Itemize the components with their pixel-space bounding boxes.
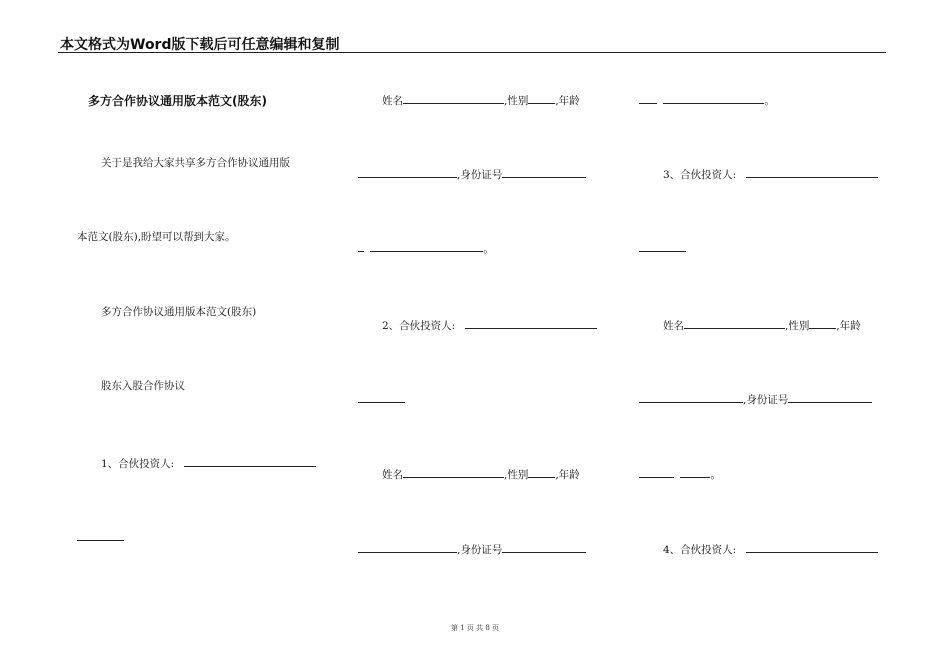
end-mark: 。	[483, 243, 494, 255]
partner-3-blank[interactable]	[746, 166, 878, 178]
partner-2-blank[interactable]	[465, 317, 597, 329]
age-blank[interactable]	[358, 541, 457, 553]
name-blank[interactable]	[403, 92, 504, 104]
partner-4-row	[663, 541, 878, 557]
id-blank-continued-a[interactable]	[358, 240, 364, 252]
page-header-title: 本文格式为Word版下载后可任意编辑和复制	[60, 37, 340, 53]
partner-1-id-row	[358, 166, 586, 182]
partner-2-continuation	[358, 391, 405, 407]
page-number: 第 1 页 共 8 页	[450, 624, 500, 632]
id-blank[interactable]	[502, 541, 586, 553]
partner-3-continuation-blank[interactable]	[639, 240, 686, 252]
partner-3-name-row	[663, 317, 861, 333]
age-blank[interactable]	[639, 391, 743, 403]
partner-3-id-row	[639, 391, 872, 407]
partner-3-row	[663, 166, 878, 182]
id-blank-continued-b[interactable]	[680, 466, 710, 478]
partner-1-continuation-blank[interactable]	[77, 529, 124, 541]
id-label: ,身份证号	[743, 394, 789, 406]
document-title: 多方合作协议通用版本范文(股东)	[88, 94, 267, 108]
gender-label: ,性别	[504, 95, 529, 107]
partner-2-name-row	[382, 466, 580, 482]
partner-3-id-end-row	[639, 466, 721, 482]
name-label: 姓名	[382, 95, 403, 107]
partner-3-label: 3、合伙投资人:	[663, 169, 737, 181]
id-blank[interactable]	[788, 391, 872, 403]
partner-1-row	[101, 455, 316, 471]
id-blank-continued-a[interactable]	[639, 92, 657, 104]
intro-text-line-1: 关于是我给大家共享多方合作协议通用版	[101, 157, 290, 169]
age-label: ,年龄	[836, 320, 861, 332]
agreement-name: 股东入股合作协议	[101, 380, 185, 392]
gender-label: ,性别	[504, 469, 529, 481]
gender-blank[interactable]	[809, 317, 836, 329]
partner-2-id-row	[358, 541, 586, 557]
gender-blank[interactable]	[528, 466, 555, 478]
partner-1-continuation	[77, 529, 124, 545]
header-divider	[58, 52, 886, 53]
id-blank-continued-a[interactable]	[639, 466, 674, 478]
partner-2-label: 2、合伙投资人:	[382, 320, 456, 332]
age-blank[interactable]	[358, 166, 457, 178]
partner-2-id-end-row	[639, 92, 775, 108]
id-label: ,身份证号	[457, 544, 503, 556]
id-blank[interactable]	[502, 166, 586, 178]
partner-1-id-end-row	[358, 240, 494, 256]
partner-3-continuation	[639, 240, 686, 256]
partner-4-label: 4、合伙投资人:	[663, 544, 737, 556]
partner-1-label: 1、合伙投资人:	[101, 458, 175, 470]
name-blank[interactable]	[684, 317, 785, 329]
name-label: 姓名	[663, 320, 684, 332]
id-label: ,身份证号	[457, 169, 503, 181]
id-blank-continued-b[interactable]	[663, 92, 764, 104]
partner-2-continuation-blank[interactable]	[358, 391, 405, 403]
id-blank-continued-b[interactable]	[370, 240, 483, 252]
document-subtitle: 多方合作协议通用版本范文(股东)	[101, 306, 257, 318]
end-mark: 。	[764, 95, 775, 107]
partner-1-blank[interactable]	[184, 455, 316, 467]
intro-text-line-2: 本范文(股东),盼望可以帮到大家。	[77, 231, 236, 243]
end-mark: 。	[710, 469, 721, 481]
gender-label: ,性别	[785, 320, 810, 332]
age-label: ,年龄	[555, 95, 580, 107]
gender-blank[interactable]	[528, 92, 555, 104]
name-label: 姓名	[382, 469, 403, 481]
partner-2-row	[382, 317, 597, 333]
age-label: ,年龄	[555, 469, 580, 481]
partner-1-name-row	[382, 92, 580, 108]
name-blank[interactable]	[403, 466, 504, 478]
partner-4-blank[interactable]	[746, 541, 878, 553]
